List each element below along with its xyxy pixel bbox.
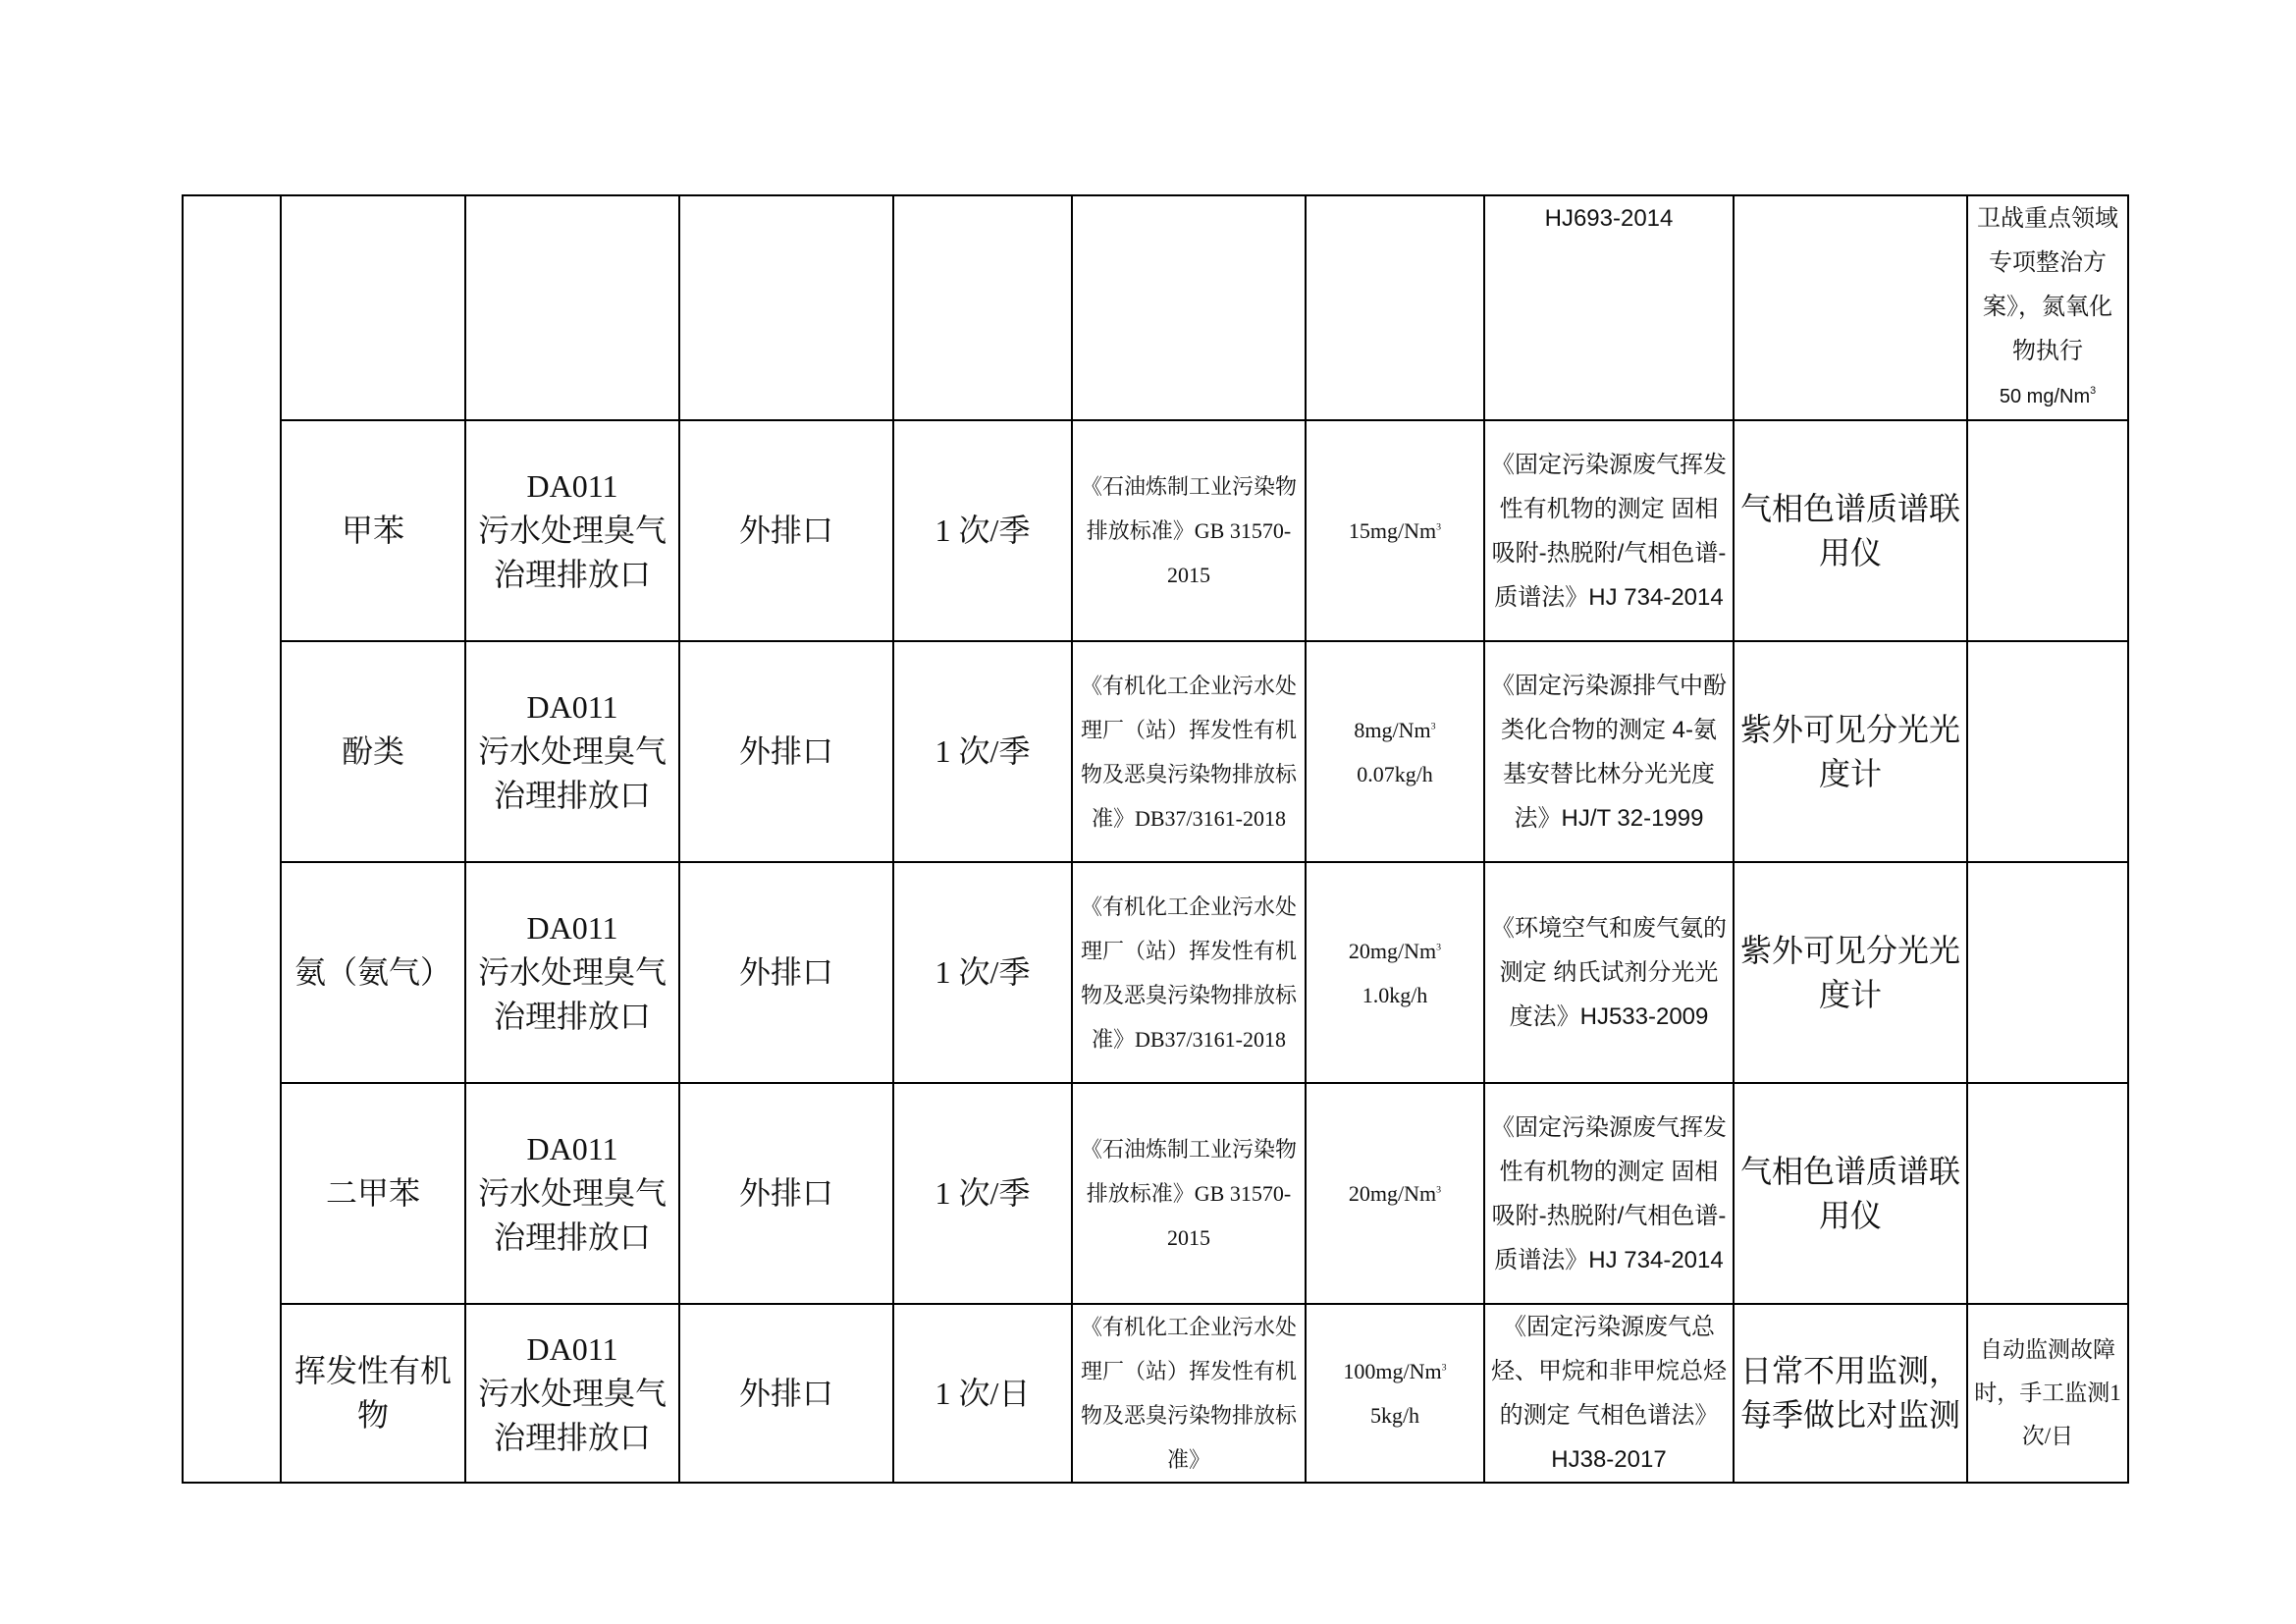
standard-cell-text: 《石油炼制工业污染物排放标准》GB 31570-2015 — [1080, 1137, 1297, 1250]
remark-cell — [1967, 1304, 2128, 1483]
instrument-cell — [1734, 641, 1967, 862]
frequency-cell-text: 1 次/季 — [934, 954, 1031, 990]
remark-cell — [1967, 862, 2128, 1083]
table-row — [183, 862, 2128, 1083]
limit-cell — [1306, 641, 1484, 862]
frequency-cell-text: 1 次/日 — [934, 1375, 1031, 1411]
outlet-code: DA011 — [526, 910, 618, 946]
limit-line-superscript: 3 — [1430, 721, 1436, 732]
standard-cell — [1072, 862, 1306, 1083]
remark-cell — [1967, 420, 2128, 641]
table-row — [183, 195, 2128, 420]
outlet-type-cell — [679, 420, 893, 641]
remark-cell — [1967, 641, 2128, 862]
limit-line-superscript: 3 — [1436, 1184, 1442, 1196]
monitoring-table — [182, 194, 2129, 1484]
pollutant-cell-text: 挥发性有机物 — [294, 1353, 452, 1433]
method-cell-text: HJ693-2014 — [1544, 205, 1674, 232]
standard-cell-text: 《有机化工企业污水处理厂（站）挥发性有机物及恶臭污染物排放标准》DB37/3161-2018 — [1080, 893, 1297, 1052]
table-row — [183, 641, 2128, 862]
outlet-cell — [465, 420, 679, 641]
category-cell — [183, 862, 281, 1083]
remark-limit-superscript: 3 — [2090, 385, 2097, 397]
instrument-cell — [1734, 1083, 1967, 1304]
standard-cell — [1072, 641, 1306, 862]
table-row — [183, 1304, 2128, 1483]
method-cell-text: 《环境空气和废气氨的测定 纳氏试剂分光光度法》HJ533-2009 — [1491, 915, 1727, 1030]
limit-cell — [1306, 195, 1484, 420]
pollutant-cell-text: 酚类 — [341, 733, 404, 769]
limit-line-value: 20mg/Nm — [1348, 938, 1437, 963]
pollutant-cell — [281, 1083, 465, 1304]
instrument-cell — [1734, 1304, 1967, 1483]
instrument-cell-text: 紫外可见分光光度计 — [1740, 932, 1961, 1012]
pollutant-cell — [281, 195, 465, 420]
frequency-cell — [893, 862, 1072, 1083]
category-cell — [183, 1083, 281, 1304]
standard-cell-text: 《有机化工企业污水处理厂（站）挥发性有机物及恶臭污染物排放标准》DB37/3161-2018 — [1080, 673, 1297, 831]
limit-line-value: 5kg/h — [1369, 1403, 1420, 1428]
outlet-cell — [465, 862, 679, 1083]
method-cell — [1484, 1304, 1734, 1483]
category-cell — [183, 1304, 281, 1483]
method-cell-text: 《固定污染源废气挥发性有机物的测定 固相吸附-热脱附/气相色谱-质谱法》HJ 734-2014 — [1491, 451, 1727, 611]
outlet-type-cell — [679, 1304, 893, 1483]
method-cell-text: 《固定污染源排气中酚类化合物的测定 4-氨基安替比林分光光度法》HJ/T 32-1999 — [1491, 672, 1727, 832]
standard-cell-text: 《有机化工企业污水处理厂（站）挥发性有机物及恶臭污染物排放标准》 — [1080, 1315, 1297, 1472]
method-cell — [1484, 1083, 1734, 1304]
limit-line — [1312, 1171, 1477, 1216]
outlet-name: 污水处理臭气治理排放口 — [477, 1375, 667, 1455]
limit-cell — [1306, 1304, 1484, 1483]
pollutant-cell — [281, 420, 465, 641]
instrument-cell — [1734, 420, 1967, 641]
method-cell — [1484, 420, 1734, 641]
outlet-type-cell-text: 外排口 — [738, 733, 833, 769]
outlet-type-cell-text: 外排口 — [738, 513, 833, 548]
category-cell — [183, 641, 281, 862]
instrument-cell — [1734, 862, 1967, 1083]
frequency-cell-text: 1 次/季 — [934, 733, 1031, 769]
standard-cell — [1072, 420, 1306, 641]
limit-cell — [1306, 1083, 1484, 1304]
outlet-code: DA011 — [526, 689, 618, 725]
instrument-cell-text: 气相色谱质谱联用仪 — [1740, 490, 1961, 570]
limit-line-value: 8mg/Nm — [1354, 717, 1431, 742]
limit-line — [1312, 1393, 1477, 1437]
remark-limit-value: 50 mg/Nm — [1999, 386, 2091, 407]
limit-line-value: 20mg/Nm — [1348, 1181, 1437, 1206]
category-cell — [183, 420, 281, 641]
outlet-code: DA011 — [526, 1330, 618, 1367]
limit-line-superscript: 3 — [1441, 1362, 1447, 1374]
limit-cell — [1306, 862, 1484, 1083]
frequency-cell-text: 1 次/季 — [934, 513, 1031, 548]
pollutant-cell-text: 二甲苯 — [325, 1175, 420, 1211]
frequency-cell — [893, 641, 1072, 862]
table-row — [183, 420, 2128, 641]
frequency-cell — [893, 1083, 1072, 1304]
method-cell-text: 《固定污染源废气挥发性有机物的测定 固相吸附-热脱附/气相色谱-质谱法》HJ 734-2014 — [1491, 1113, 1727, 1273]
pollutant-cell — [281, 641, 465, 862]
outlet-type-cell — [679, 641, 893, 862]
outlet-type-cell-text: 外排口 — [738, 954, 833, 990]
outlet-code: DA011 — [526, 468, 618, 504]
remark-limit — [1974, 373, 2121, 419]
standard-cell — [1072, 1083, 1306, 1304]
table-row — [183, 1083, 2128, 1304]
limit-line-superscript: 3 — [1436, 942, 1442, 953]
pollutant-cell — [281, 1304, 465, 1483]
method-cell — [1484, 195, 1734, 420]
outlet-cell — [465, 641, 679, 862]
remark-cell — [1967, 1083, 2128, 1304]
outlet-code: DA011 — [526, 1131, 618, 1166]
standard-cell-text: 《石油炼制工业污染物排放标准》GB 31570-2015 — [1080, 474, 1297, 587]
remark-text: 自动监测故障时，手工监测1次/日 — [1974, 1337, 2121, 1448]
frequency-cell — [893, 195, 1072, 420]
outlet-type-cell — [679, 1083, 893, 1304]
instrument-cell — [1734, 195, 1967, 420]
outlet-name: 污水处理臭气治理排放口 — [477, 954, 667, 1034]
outlet-type-cell — [679, 195, 893, 420]
limit-line — [1312, 973, 1477, 1017]
frequency-cell — [893, 1304, 1072, 1483]
method-cell-text: 《固定污染源废气总烃、甲烷和非甲烷总烃的测定 气相色谱法》HJ38-2017 — [1491, 1314, 1727, 1473]
category-cell — [183, 195, 281, 420]
outlet-cell — [465, 195, 679, 420]
method-cell — [1484, 862, 1734, 1083]
limit-line-value: 0.07kg/h — [1357, 761, 1433, 786]
outlet-name: 污水处理臭气治理排放口 — [477, 513, 667, 592]
outlet-name: 污水处理臭气治理排放口 — [477, 1175, 667, 1255]
pollutant-cell — [281, 862, 465, 1083]
limit-line-value: 100mg/Nm — [1343, 1359, 1442, 1383]
limit-cell — [1306, 420, 1484, 641]
limit-line-superscript: 3 — [1436, 521, 1442, 533]
outlet-cell — [465, 1304, 679, 1483]
standard-cell — [1072, 1304, 1306, 1483]
limit-line — [1312, 509, 1477, 553]
limit-line — [1312, 708, 1477, 752]
outlet-name: 污水处理臭气治理排放口 — [477, 733, 667, 813]
instrument-cell-text: 日常不用监测，每季做比对监测 — [1740, 1353, 1961, 1433]
limit-line — [1312, 752, 1477, 796]
frequency-cell — [893, 420, 1072, 641]
remark-cell — [1967, 195, 2128, 420]
method-cell — [1484, 641, 1734, 862]
pollutant-cell-text: 甲苯 — [341, 513, 404, 548]
standard-cell — [1072, 195, 1306, 420]
limit-line — [1312, 929, 1477, 973]
limit-line — [1312, 1349, 1477, 1393]
limit-line-value: 1.0kg/h — [1362, 982, 1428, 1007]
instrument-cell-text: 气相色谱质谱联用仪 — [1740, 1153, 1961, 1233]
frequency-cell-text: 1 次/季 — [934, 1175, 1031, 1211]
outlet-type-cell — [679, 862, 893, 1083]
outlet-cell — [465, 1083, 679, 1304]
instrument-cell-text: 紫外可见分光光度计 — [1740, 711, 1961, 791]
outlet-type-cell-text: 外排口 — [738, 1375, 833, 1411]
outlet-type-cell-text: 外排口 — [738, 1175, 833, 1211]
remark-text: 卫战重点领域专项整治方案》，氮氧化物执行 — [1977, 205, 2118, 364]
limit-line-value: 15mg/Nm — [1348, 518, 1437, 543]
pollutant-cell-text: 氨（氨气） — [294, 954, 452, 990]
